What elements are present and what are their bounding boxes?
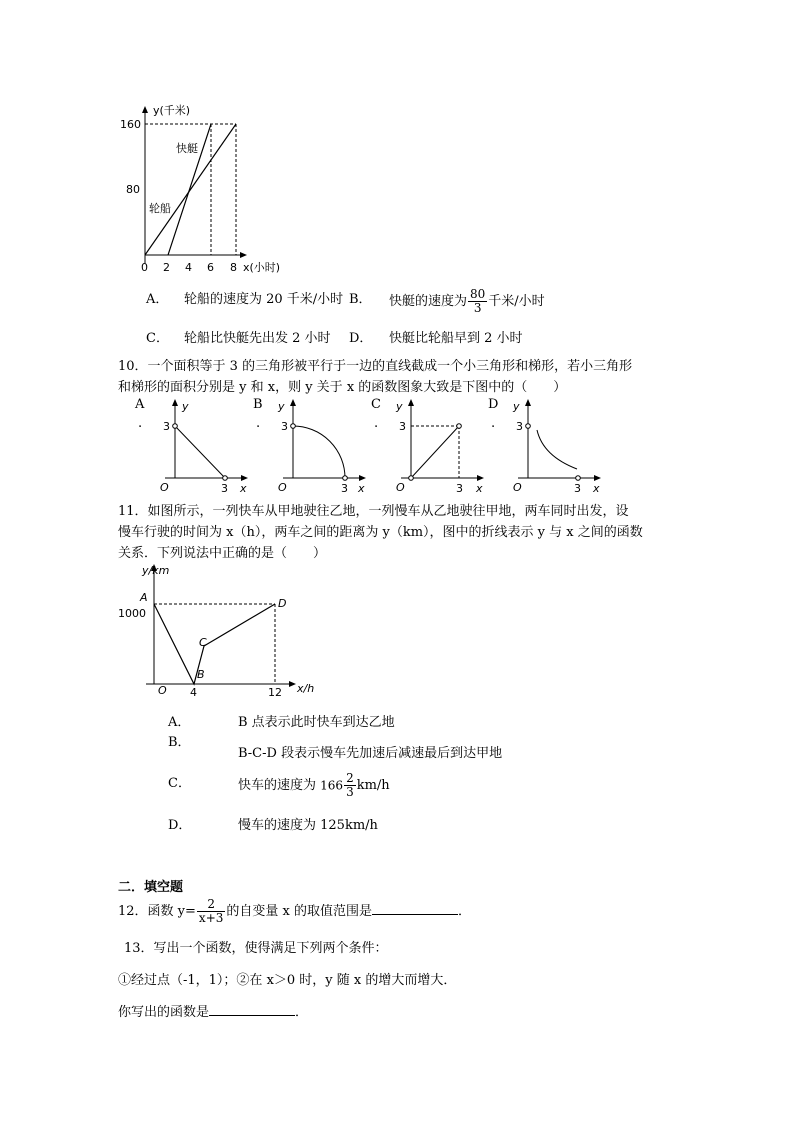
- q9-speed-chart: [115, 100, 295, 280]
- q10-stem-line1: 10．一个面积等于 3 的三角形被平行于一边的直线截成一个小三角形和梯形，若小三角形: [118, 359, 633, 374]
- q10-graph-c-open-point-end: [457, 424, 462, 429]
- q10-graph-d-letter[interactable]: D: [488, 397, 499, 412]
- q10-graph-a-origin: O: [160, 481, 169, 494]
- q9-option-c-text: 轮船比快艇先出发 2 小时: [184, 331, 331, 346]
- q12-pre: 12．函数 y=: [118, 904, 196, 919]
- q10-graph-c: [386, 396, 491, 496]
- q11-option-c-whole: 166: [320, 778, 344, 793]
- q13-line3-end: ．: [295, 1005, 309, 1020]
- q10-graph-d-y-label: y: [513, 400, 520, 413]
- q10-graph-a-open-point-y: [173, 424, 178, 429]
- q10-graph-c-open-point-origin: [409, 476, 414, 481]
- q10-graph-d-open-point-x: [576, 476, 581, 481]
- q10-graph-c-y-label: y: [396, 400, 403, 413]
- q9-option-d[interactable]: [349, 327, 523, 346]
- q10-graph-c-origin: O: [396, 481, 405, 494]
- q9-x-tick-8: 8: [230, 261, 237, 274]
- q10-graph-d-y3: 3: [516, 420, 523, 433]
- q11-distance-chart: [110, 560, 330, 705]
- q10-graph-b-curve: [293, 426, 345, 478]
- q9-option-c[interactable]: [146, 327, 331, 346]
- q10-graph-b-origin: O: [278, 481, 287, 494]
- q10-graph-c-dot: .: [374, 416, 379, 431]
- q11-point-b: B: [197, 668, 205, 681]
- q9-option-d-text: 快艇比轮船早到 2 小时: [389, 331, 523, 346]
- q10-graph-d-open-point-y: [526, 424, 531, 429]
- q10-graph-c-y3: 3: [399, 420, 406, 433]
- q11-x-label: x/h: [297, 682, 315, 695]
- q12-post: 的自变量 x 的取值范围是: [226, 904, 372, 919]
- q10-graph-b-open-point-y: [291, 424, 296, 429]
- q10-graph-c-x-label: x: [476, 482, 483, 495]
- q12: [118, 898, 471, 925]
- q11-option-d-text: 慢车的速度为 125km/h: [238, 818, 378, 833]
- q9-option-b-pre: 快艇的速度为: [389, 294, 468, 309]
- q11-y-label: y/km: [142, 564, 170, 577]
- q11-point-a: A: [140, 591, 148, 604]
- q10-graph-b-dot: .: [256, 416, 261, 431]
- q9-option-b-fraction: $\frac{80}{3}$: [470, 287, 486, 315]
- q13-line3-pre: 你写出的函数是: [118, 1005, 210, 1020]
- q9-x-arrow: [240, 252, 247, 258]
- q10-graph-d-curve: [537, 430, 577, 469]
- q9-x-tick-6: 6: [207, 261, 214, 274]
- q9-x-tick-0: 0: [141, 261, 148, 274]
- q10-graph-c-x3: 3: [456, 482, 463, 495]
- q11-option-c-post: km/h: [356, 778, 390, 793]
- q10-graph-a-open-point-x: [223, 476, 228, 481]
- q13-line3: [118, 1001, 308, 1020]
- q12-fraction: $\frac{2}{x+3}$: [198, 897, 224, 925]
- q11-option-a[interactable]: [168, 711, 395, 730]
- q11-x-tick-12: 12: [268, 686, 282, 699]
- q10-graph-b-x-label: x: [358, 482, 365, 495]
- q10-graph-b-open-point-x: [343, 476, 348, 481]
- q10-graph-a: [150, 396, 255, 496]
- q10-graph-c-line: [411, 426, 459, 478]
- q10-graph-b-y-label: y: [278, 400, 285, 413]
- q9-option-a-text: 轮船的速度为 20 千米/小时: [184, 292, 344, 307]
- q11-origin: O: [158, 684, 167, 697]
- q11-option-d-label: D．: [168, 818, 192, 833]
- q10-graph-c-letter[interactable]: C: [371, 397, 381, 412]
- q11-option-c[interactable]: [238, 772, 390, 799]
- q10-stem-line2: 和梯形的面积分别是 y 和 x，则 y 关于 x 的函数图象大致是下图中的（ ）: [118, 380, 567, 395]
- q9-option-a[interactable]: [146, 288, 344, 307]
- q10-graph-d-x-label: x: [593, 482, 600, 495]
- q10-graph-d: [503, 396, 608, 496]
- q9-y-arrow: [142, 106, 148, 113]
- q12-answer-blank[interactable]: [372, 913, 458, 915]
- q13-answer-blank[interactable]: [209, 1014, 295, 1016]
- q9-option-b-label[interactable]: B．: [349, 292, 372, 307]
- q10-graph-a-letter[interactable]: A: [135, 397, 145, 412]
- q9-y-axis-label: y(千米): [153, 104, 191, 117]
- q10-graph-b-x3: 3: [341, 482, 348, 495]
- q11-option-a-label: A．: [168, 715, 191, 730]
- q11-stem-line2: 慢车行驶的时间为 x（h），两车之间的距离为 y（km），图中的折线表示 y 与 x 之间的函数: [118, 525, 643, 540]
- q11-option-c-label[interactable]: C．: [168, 776, 191, 791]
- q9-x-axis-label: x(小时): [243, 261, 281, 274]
- q11-polyline: [154, 604, 275, 684]
- q9-y-tick-160: 160: [120, 118, 141, 131]
- q10-graph-b-letter[interactable]: B: [253, 397, 263, 412]
- q11-option-c-pre: 快车的速度为: [238, 778, 317, 793]
- q10-graph-d-x3: 3: [574, 482, 581, 495]
- q9-y-tick-80: 80: [126, 183, 140, 196]
- q9-x-tick-2: 2: [163, 261, 170, 274]
- q10-graph-d-dot: .: [491, 416, 496, 431]
- q11-option-d[interactable]: [168, 814, 378, 833]
- q11-option-b-text[interactable]: B-C-D 段表示慢车先加速后减速最后到达甲地: [238, 746, 503, 761]
- q11-point-d: D: [278, 597, 287, 610]
- q13-line1: 13．写出一个函数，使得满足下列两个条件：: [124, 941, 388, 956]
- q10-graph-a-line: [175, 426, 225, 478]
- q10-graph-b: [268, 396, 373, 496]
- q11-y-tick-1000: 1000: [118, 607, 146, 620]
- q10-graph-d-origin: O: [513, 481, 522, 494]
- q11-stem-line3: 关系．下列说法中正确的是（ ）: [118, 546, 327, 561]
- q9-x-tick-4: 4: [185, 261, 192, 274]
- q10-graph-a-dot: .: [138, 416, 143, 431]
- q11-x-tick-4: 4: [190, 686, 197, 699]
- q9-option-b-post: 千米/小时: [488, 294, 545, 309]
- q11-option-b-label[interactable]: B．: [168, 735, 191, 750]
- q11-option-a-text: B 点表示此时快车到达乙地: [238, 715, 395, 730]
- q12-end: ．: [458, 904, 472, 919]
- q11-option-c-fraction: $\frac{2}{3}$: [346, 771, 354, 799]
- q11-point-c: C: [199, 636, 207, 649]
- q10-graph-a-x-label: x: [240, 482, 247, 495]
- q10-graph-b-y3: 3: [281, 420, 288, 433]
- q9-option-a-label: A．: [146, 292, 169, 307]
- q9-label-ship: 轮船: [149, 202, 171, 215]
- section-title-fill-in: 二．填空题: [118, 880, 184, 895]
- q9-option-d-label: D．: [349, 331, 373, 346]
- q9-option-c-label: C．: [146, 331, 169, 346]
- q10-graph-a-y3: 3: [163, 420, 170, 433]
- q9-option-b[interactable]: [389, 288, 545, 315]
- q10-graph-a-y-label: y: [182, 400, 189, 413]
- q9-label-fast: 快艇: [176, 142, 198, 155]
- q10-graph-a-x3: 3: [221, 482, 228, 495]
- q13-line2: ①经过点（-1，1）；②在 x＞0 时，y 随 x 的增大而增大．: [118, 973, 457, 988]
- q11-stem-line1: 11．如图所示，一列快车从甲地驶往乙地，一列慢车从乙地驶往甲地，两车同时出发，设: [118, 504, 629, 519]
